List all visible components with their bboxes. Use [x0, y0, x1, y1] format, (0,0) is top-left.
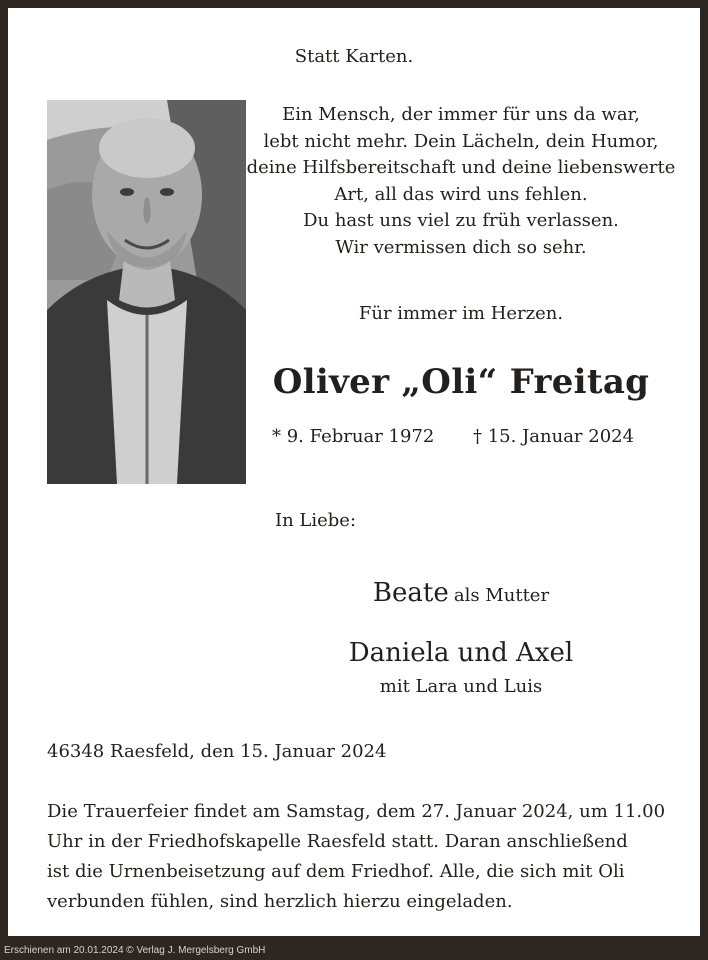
- poem-line: Du hast uns viel zu früh verlassen.: [303, 210, 619, 231]
- mourner-children: mit Lara und Luis: [379, 676, 543, 697]
- funeral-info-line: Die Trauerfeier findet am Samstag, dem 27. Januar 2024, um 11.00: [47, 801, 666, 822]
- mourner-beate-name: Beate: [372, 578, 449, 608]
- funeral-info: [47, 797, 687, 917]
- poem-line: Art, all das wird uns fehlen.: [334, 183, 588, 205]
- poem: [246, 102, 676, 261]
- statt-karten-heading: Statt Karten.: [294, 46, 414, 67]
- poem-line: Wir vermissen dich so sehr.: [335, 236, 587, 258]
- portrait-photo: [47, 100, 246, 484]
- funeral-info-line: ist die Urnenbeisetzung auf dem Friedhof. Alle, die sich mit Oli: [47, 861, 625, 882]
- poem-line: lebt nicht mehr. Dein Lächeln, dein Humor,: [263, 130, 659, 152]
- in-liebe-label: In Liebe:: [275, 510, 357, 531]
- fuer-immer-im-herzen: Für immer im Herzen.: [358, 303, 564, 324]
- funeral-info-line: verbunden fühlen, sind herzlich hierzu eingeladen.: [47, 891, 513, 912]
- mourner-beate-role: als Mutter: [453, 585, 550, 606]
- publication-footer: Erschienen am 20.01.2024 © Verlag J. Mergelsberg GmbH: [4, 945, 266, 956]
- mourner-beate: [246, 578, 676, 608]
- death-date: † 15. Januar 2024: [473, 426, 635, 447]
- birth-date: * 9. Februar 1972: [272, 426, 435, 447]
- place-and-date: 46348 Raesfeld, den 15. Januar 2024: [47, 741, 387, 762]
- funeral-info-line: Uhr in der Friedhofskapelle Raesfeld statt. Daran anschließend: [47, 831, 628, 852]
- poem-line: deine Hilfsbereitschaft und deine liebenswerte: [246, 157, 676, 178]
- obituary-card: [8, 8, 700, 936]
- mourner-daniela-axel: Daniela und Axel: [348, 638, 574, 668]
- portrait-illustration: [47, 100, 246, 484]
- deceased-name: Oliver „Oli“ Freitag: [272, 362, 650, 402]
- poem-line: Ein Mensch, der immer für uns da war,: [282, 104, 640, 125]
